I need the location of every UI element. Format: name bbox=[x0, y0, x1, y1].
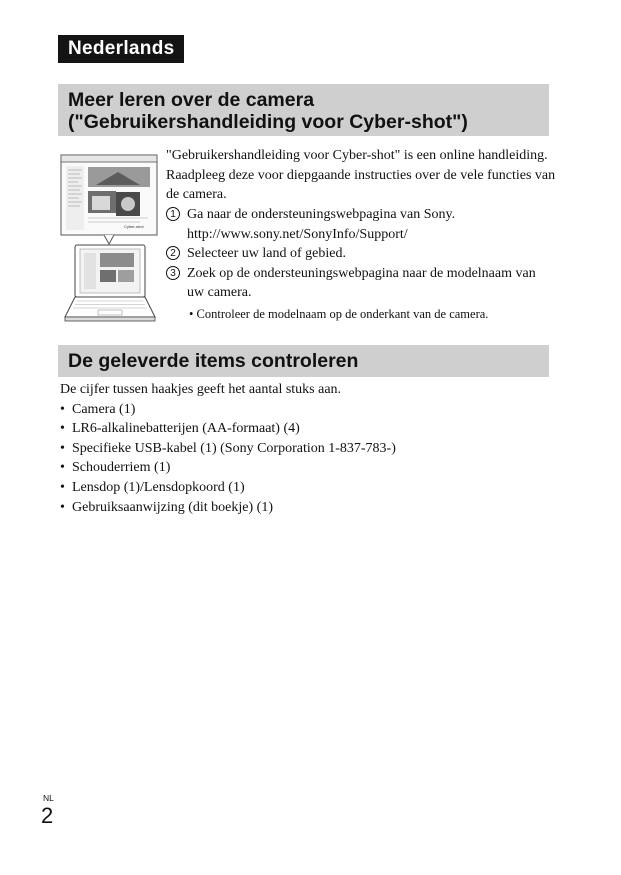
step-number-2: 2 bbox=[166, 246, 180, 260]
language-code: NL bbox=[43, 793, 54, 803]
model-name-note: • Controleer de modelnaam op de onderkant van de camera. bbox=[189, 306, 489, 321]
language-tab: Nederlands bbox=[58, 35, 184, 63]
list-item: • Schouderriem (1) bbox=[60, 458, 550, 478]
page-number: 2 bbox=[41, 803, 54, 828]
manual-intro-paragraph: "Gebruikershandleiding voor Cyber-shot" is een online handleiding. Raadpleeg deze voor diepgaande instructies over de vele functies van de camera. bbox=[166, 148, 556, 203]
step-3-text: Zoek op de ondersteuningswebpagina naar de modelnaam van uw camera. bbox=[187, 265, 536, 301]
model-name-note-text: Controleer de modelnaam op de onderkant van de camera. bbox=[196, 306, 489, 321]
supplied-items-list bbox=[60, 400, 550, 518]
laptop-webpage-illustration bbox=[58, 152, 160, 324]
step-1-text: Ga naar de ondersteuningswebpagina van Sony. bbox=[187, 207, 456, 222]
step-2 bbox=[166, 244, 556, 264]
cyber-shot-label: Cyber-shot bbox=[124, 224, 144, 229]
supplied-items-section bbox=[60, 380, 550, 517]
support-url-link[interactable]: http://www.sony.net/SonyInfo/Support/ bbox=[187, 226, 408, 242]
list-item: • Gebruiksaanwijzing (dit boekje) (1) bbox=[60, 498, 550, 518]
supplied-items-intro: De cijfer tussen haakjes geeft het aantal stuks aan. bbox=[60, 382, 342, 397]
step-3 bbox=[166, 264, 556, 303]
step-number-3: 3 bbox=[166, 266, 180, 280]
list-item: • Lensdop (1)/Lensdopkoord (1) bbox=[60, 478, 550, 498]
step-2-text: Selecteer uw land of gebied. bbox=[187, 246, 346, 262]
step-number-1: 1 bbox=[166, 207, 180, 221]
section-heading-learn-more bbox=[58, 84, 549, 136]
section-heading-supplied-items: De geleverde items controleren bbox=[58, 345, 549, 377]
steps-list bbox=[166, 205, 556, 323]
section-heading-line1: Meer leren over de camera bbox=[68, 89, 315, 111]
list-item: • LR6-alkalinebatterijen (AA-formaat) (4) bbox=[60, 419, 550, 439]
list-item: • Specifieke USB-kabel (1) (Sony Corporation 1-837-783-) bbox=[60, 439, 550, 459]
list-item: • Camera (1) bbox=[60, 400, 550, 420]
section-heading-line2: ("Gebruikershandleiding voor Cyber-shot") bbox=[68, 111, 468, 133]
step-1 bbox=[166, 205, 556, 244]
